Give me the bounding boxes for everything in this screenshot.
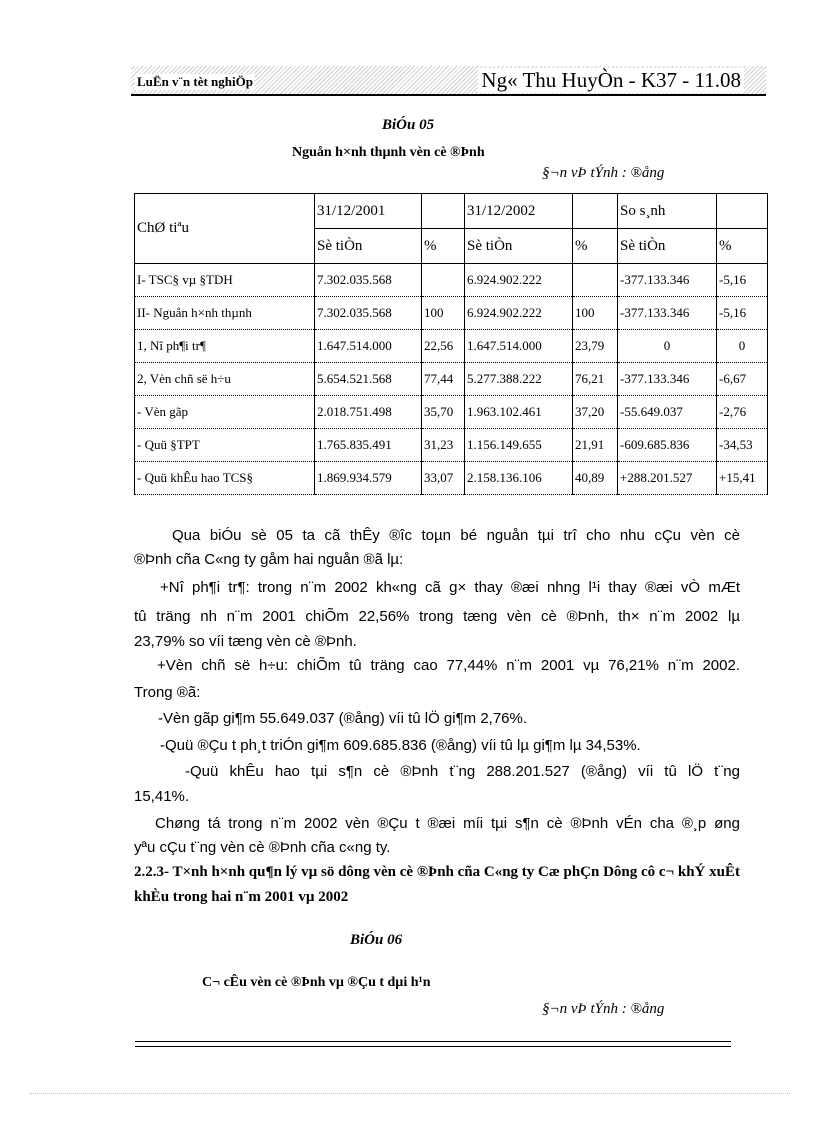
- header-indicator: ChØ tiªu: [135, 194, 315, 264]
- amount-diff: -609.685.836: [618, 429, 717, 462]
- paragraph-1-line-1: Qua biÓu sè 05 ta cã thÊy ®îc toµn bé nguån tµi trî cho nhu cÇu vèn cè: [172, 527, 740, 544]
- amount-diff: -377.133.346: [618, 297, 717, 330]
- table-row: [135, 264, 768, 297]
- table-row: [135, 363, 768, 396]
- amount-2002: 1.156.149.655: [465, 429, 573, 462]
- page-header: [131, 66, 766, 96]
- page-bottom-border: [30, 1093, 790, 1094]
- paragraph-5: -Quü ®Çu t ph¸t triÓn gi¶m 609.685.836 (®ång) víi tû lµ gi¶m lµ 34,53%.: [160, 737, 641, 754]
- percent-2001: 100: [422, 297, 465, 330]
- amount-2002: 5.277.388.222: [465, 363, 573, 396]
- percent-2002: 76,21: [573, 363, 618, 396]
- paragraph-3-line-1: +Vèn chñ së h÷u: chiÕm tû träng cao 77,44% n¨m 2001 vµ 76,21% n¨m 2002.: [157, 657, 740, 674]
- amount-2001: 1.765.835.491: [315, 429, 422, 462]
- row-label: 2, Vèn chñ së h÷u: [135, 363, 315, 396]
- row-label: - Quü khÊu hao TCS§: [135, 462, 315, 495]
- table1-unit: §¬n vÞ tÝnh : ®ång: [542, 165, 665, 181]
- amount-2001: 5.654.521.568: [315, 363, 422, 396]
- funding-source-table: [134, 193, 768, 495]
- percent-2002: 23,79: [573, 330, 618, 363]
- paragraph-7-line-2: yªu cÇu t¨ng vèn cè ®Þnh cña c«ng ty.: [134, 839, 391, 856]
- header-compare: So s¸nh: [618, 194, 717, 229]
- row-label: - Vèn gãp: [135, 396, 315, 429]
- amount-diff: -377.133.346: [618, 363, 717, 396]
- paragraph-2-line-2: tû träng nh n¨m 2001 chiÕm 22,56% trong tæng vèn cè ®Þnh, th× n¨m 2002 lµ: [134, 608, 740, 625]
- percent-diff: 0: [717, 330, 768, 363]
- percent-diff: +15,41: [717, 462, 768, 495]
- amount-2001: 7.302.035.568: [315, 264, 422, 297]
- table-row: [135, 462, 768, 495]
- footer-divider: [135, 1041, 731, 1047]
- amount-2001: 1.869.934.579: [315, 462, 422, 495]
- percent-2001: 35,70: [422, 396, 465, 429]
- amount-2002: 6.924.902.222: [465, 264, 573, 297]
- amount-2002: 2.158.136.106: [465, 462, 573, 495]
- amount-2001: 2.018.751.498: [315, 396, 422, 429]
- percent-diff: -2,76: [717, 396, 768, 429]
- header-percent-2001: %: [422, 229, 465, 264]
- percent-2002: [573, 264, 618, 297]
- table2-unit: §¬n vÞ tÝnh : ®ång: [542, 1001, 665, 1017]
- amount-2001: 1.647.514.000: [315, 330, 422, 363]
- amount-diff: -377.133.346: [618, 264, 717, 297]
- percent-2001: 22,56: [422, 330, 465, 363]
- percent-diff: -5,16: [717, 264, 768, 297]
- table-row: [135, 297, 768, 330]
- row-label: - Quü §TPT: [135, 429, 315, 462]
- paragraph-6-line-1: -Quü khÊu hao tµi s¶n cè ®Þnh t¨ng 288.201.527 (®ång) víi tû lÖ t¨ng: [185, 763, 740, 780]
- amount-2002: 6.924.902.222: [465, 297, 573, 330]
- row-label: 1, Nî ph¶i tr¶: [135, 330, 315, 363]
- percent-2002: 21,91: [573, 429, 618, 462]
- paragraph-2-line-1: +Nî ph¶i tr¶: trong n¨m 2002 kh«ng cã g× thay ®æi nhng l¹i thay ®æi vÒ mÆt: [160, 579, 740, 596]
- paragraph-7-line-1: Chøng tá trong n¨m 2002 vèn ®Çu t ®æi míi tµi s¶n cè ®Þnh vÉn cha ®¸p øng: [155, 815, 740, 832]
- section-heading: 2.2.3- T×nh h×nh qu¶n lý vµ sö dông vèn cè ®Þnh cña C«ng ty Cæ phÇn Dông cô c¬ khÝ xuÊt khÈu trong hai n¨m 2001 vµ 2002: [134, 864, 740, 905]
- header-thesis-label: LuËn v¨n tèt nghiÖp: [137, 74, 253, 89]
- percent-2001: 77,44: [422, 363, 465, 396]
- percent-2002: 40,89: [573, 462, 618, 495]
- percent-2002: 37,20: [573, 396, 618, 429]
- header-date-2001: 31/12/2001: [315, 194, 422, 229]
- header-amount-2002: Sè tiÒn: [465, 229, 573, 264]
- paragraph-6-line-2: 15,41%.: [134, 788, 190, 805]
- amount-2002: 1.963.102.461: [465, 396, 573, 429]
- percent-2001: 31,23: [422, 429, 465, 462]
- header-author: Ng« Thu HuyÒn - K37 - 11.08: [478, 68, 744, 93]
- table2-title: C¬ cÊu vèn cè ®Þnh vµ ®Çu t dµi h¹n: [202, 975, 431, 990]
- percent-diff: -34,53: [717, 429, 768, 462]
- paragraph-2-line-3: 23,79% so víi tæng vèn cè ®Þnh.: [134, 633, 357, 650]
- amount-diff: +288.201.527: [618, 462, 717, 495]
- table1-title: Nguån h×nh thµnh vèn cè ®Þnh: [292, 145, 485, 160]
- table-row: [135, 330, 768, 363]
- paragraph-1-line-2: ®Þnh cña C«ng ty gåm hai nguån ®ã lµ:: [134, 551, 404, 568]
- header-percent-2002: %: [573, 229, 618, 264]
- header-amount-diff: Sè tiÒn: [618, 229, 717, 264]
- percent-diff: -6,67: [717, 363, 768, 396]
- percent-2001: [422, 264, 465, 297]
- percent-diff: -5,16: [717, 297, 768, 330]
- table2-caption: BiÓu 06: [350, 932, 403, 948]
- row-label: I- TSC§ vµ §TDH: [135, 264, 315, 297]
- table-row: [135, 396, 768, 429]
- percent-2002: 100: [573, 297, 618, 330]
- table-row: [135, 429, 768, 462]
- header-amount-2001: Sè tiÒn: [315, 229, 422, 264]
- paragraph-3-line-2: Trong ®ã:: [134, 684, 201, 701]
- header-percent-diff: %: [717, 229, 768, 264]
- header-date-2002: 31/12/2002: [465, 194, 573, 229]
- paragraph-4: -Vèn gãp gi¶m 55.649.037 (®ång) víi tû lÖ gi¶m 2,76%.: [158, 710, 528, 727]
- amount-diff: 0: [618, 330, 717, 363]
- percent-2001: 33,07: [422, 462, 465, 495]
- amount-2001: 7.302.035.568: [315, 297, 422, 330]
- table1-caption: BiÓu 05: [382, 117, 435, 133]
- row-label: II- Nguån h×nh thµnh: [135, 297, 315, 330]
- amount-2002: 1.647.514.000: [465, 330, 573, 363]
- amount-diff: -55.649.037: [618, 396, 717, 429]
